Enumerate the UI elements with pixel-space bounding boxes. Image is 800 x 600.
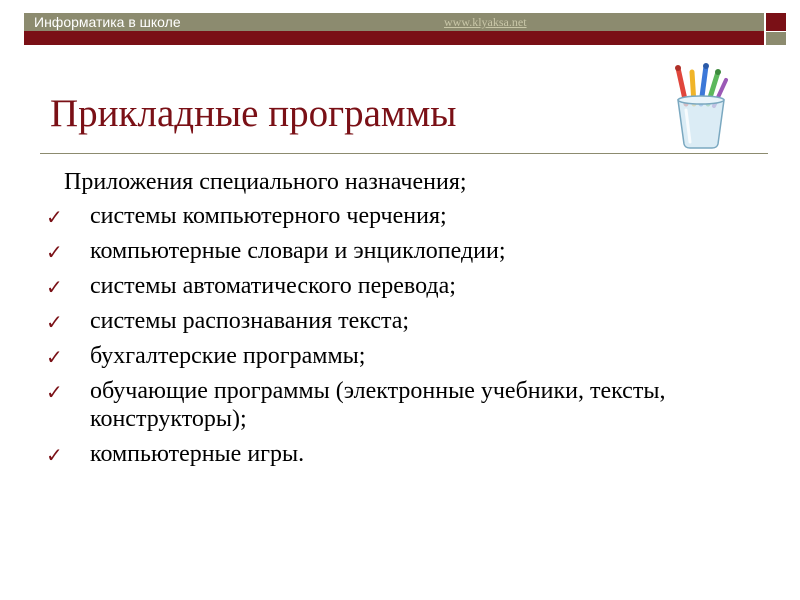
check-icon: ✓: [46, 310, 63, 334]
list-item: [46, 377, 776, 433]
check-icon: ✓: [46, 443, 63, 467]
header-square-red: [766, 13, 786, 31]
list-item-text: бухгалтерские программы;: [90, 343, 366, 369]
list-item: [46, 202, 776, 230]
check-icon: ✓: [46, 345, 63, 369]
list-item-text: компьютерные словари и энциклопедии;: [90, 238, 506, 264]
list-item: [46, 307, 776, 335]
header-banner-bottom: [24, 31, 764, 45]
check-icon: ✓: [46, 275, 63, 299]
check-icon: ✓: [46, 240, 63, 264]
cup-body: [678, 100, 724, 148]
header-title: Информатика в школе: [34, 14, 181, 30]
header-square-olive: [766, 32, 786, 45]
check-icon: ✓: [46, 380, 63, 404]
pencil-cup-icon: [668, 62, 734, 150]
list-item: [46, 237, 776, 265]
header-banner: [24, 13, 786, 45]
list-item: [46, 272, 776, 300]
check-icon: ✓: [46, 205, 63, 229]
slide-title: Прикладные программы: [50, 92, 457, 135]
list-item-text: системы автоматического перевода;: [90, 273, 456, 299]
slide-content: [46, 166, 776, 475]
header-link[interactable]: www.klyaksa.net: [444, 15, 527, 29]
list-item: [46, 440, 776, 468]
list-item: [46, 342, 776, 370]
intro-text: Приложения специального назначения;: [64, 169, 467, 195]
list-item-text: обучающие программы (электронные учебники, тексты, конструкторы);: [90, 378, 666, 432]
list-item-text: системы распознавания текста;: [90, 308, 410, 334]
list-item-text: системы компьютерного черчения;: [90, 203, 447, 229]
title-divider: [40, 153, 768, 154]
bullet-list: [46, 202, 776, 468]
list-item-text: компьютерные игры.: [90, 441, 305, 467]
